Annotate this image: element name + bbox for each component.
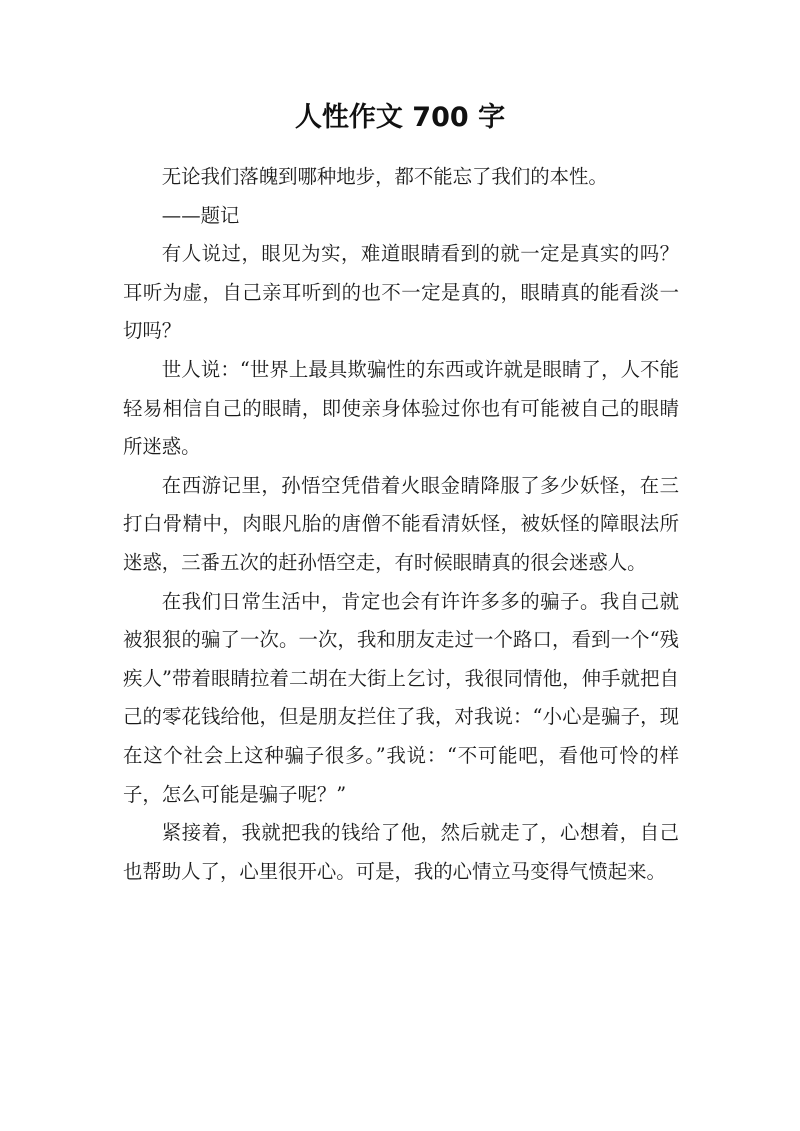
paragraph: 世人说：“世界上最具欺骗性的东西或许就是眼睛了，人不能轻易相信自己的眼睛，即使亲身体验过你也有可能被自己的眼睛所迷惑。 [123,357,679,459]
paragraph-epigraph-attribution: ——题记 [161,203,240,227]
document-body [123,158,679,891]
paragraph: 有人说过，眼见为实，难道眼睛看到的就一定是真实的吗？耳听为虚，自己亲耳听到的也不一定是真的，眼睛真的能看淡一切吗？ [123,242,679,343]
paragraph-epigraph: 无论我们落魄到哪种地步，都不能忘了我们的本性。 [161,165,608,188]
paragraph: 紧接着，我就把我的钱给了他，然后就走了，心想着，自己也帮助人了，心里很开心。可是，我的心情立马变得气愤起来。 [123,821,679,883]
paragraph: 在我们日常生活中，肯定也会有许许多多的骗子。我自己就被狠狠的骗了一次。一次，我和朋友走过一个路口，看到一个“残疾人”带着眼睛拉着二胡在大街上乞讨，我很同情他，伸手就把自己的零花钱给他，但是朋友拦住了我，对我说：“小心是骗子，现在这个社会上这种骗子很多。”我说：“不可能吧，看他可怜的样子，怎么可能是骗子呢？” [123,589,679,806]
document-title: 人性作文 700 字 [294,102,506,133]
paragraph: 在西游记里，孙悟空凭借着火眼金睛降服了多少妖怪，在三打白骨精中，肉眼凡胎的唐僧不能看清妖怪，被妖怪的障眼法所迷惑，三番五次的赶孙悟空走，有时候眼睛真的很会迷惑人。 [123,473,679,574]
